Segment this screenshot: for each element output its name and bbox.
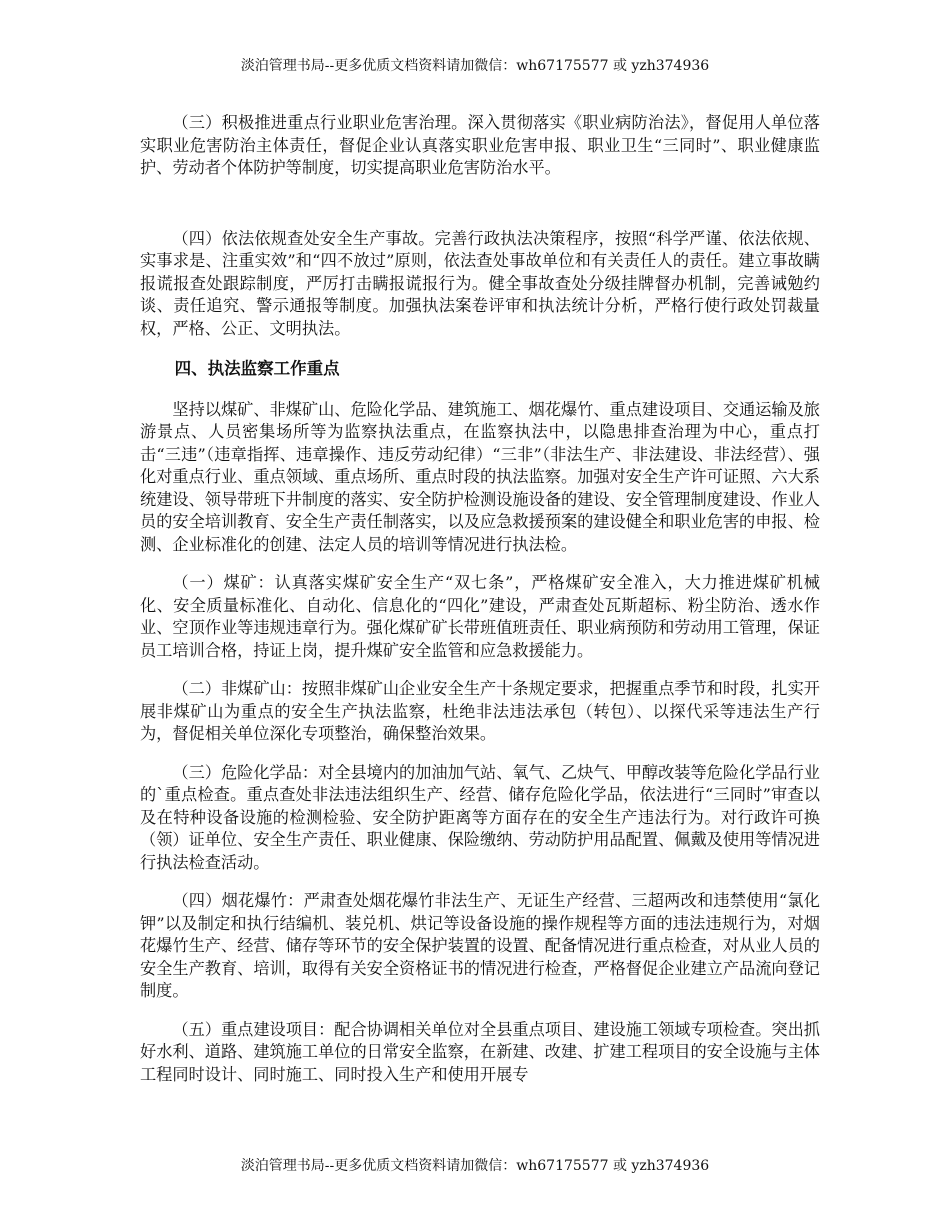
paragraph-accident-investigation: （四）依法依规查处安全生产事故。完善行政执法决策程序，按照“科学严谨、依法依规、实事求是、注重实效”和“四不放过”原则，依法查处事故单位和有关责任人的责任。建立事故瞒报谎报查处跟踪制度，严厉打击瞒报谎报行为。健全事故查处分级挂牌督办机制，完善诫勉约谈、责任追究、警示通报等制度。加强执法案卷评审和执法统计分析，严格行使行政处罚裁量权，严格、公正、文明执法。: [140, 228, 820, 338]
paragraph-non-coal-mine: （二）非煤矿山：按照非煤矿山企业安全生产十条规定要求，把握重点季节和时段，扎实开展非煤矿山为重点的安全生产执法监察，杜绝非法违法承包（转包）、以探代采等违法生产行为，督促相关单位深化专项整治，确保整治效果。: [140, 679, 820, 743]
paragraph-enforcement-focus: 坚持以煤矿、非煤矿山、危险化学品、建筑施工、烟花爆竹、重点建设项目、交通运输及旅游景点、人员密集场所等为监察执法重点，在监察执法中，以隐患排查治理为中心，重点打击“三违”（违章指挥、违章操作、违反劳动纪律）“三非”（非法生产、非法建设、非法经营）、强化对重点行业、重点领域、重点场所、重点时段的执法监察。加强对安全生产许可证照、六大系统建设、领导带班下井制度的落实、安全防护检测设施设备的建设、安全管理制度建设、作业人员的安全培训教育、安全生产责任制落实，以及应急救援预案的建设健全和职业危害的申报、检测、企业标准化的创建、法定人员的培训等情况进行执法检。: [140, 399, 820, 554]
paragraph-key-projects: （五）重点建设项目：配合协调相关单位对全县重点项目、建设施工领域专项检查。突出抓好水利、道路、建筑施工单位的日常安全监察，在新建、改建、扩建工程项目的安全设施与主体工程同时设计、同时施工、同时投入生产和使用开展专: [140, 1019, 820, 1084]
paragraph-fireworks: （四）烟花爆竹：严肃查处烟花爆竹非法生产、无证生产经营、三超两改和违禁使用“氯化钾”以及制定和执行结编机、装兑机、烘记等设备设施的操作规程等方面的违法违规行为，对烟花爆竹生产、经营、储存等环节的安全保护装置的设置、配备情况进行重点检查，对从业人员的安全生产教育、培训，取得有关安全资格证书的情况进行检查，严格督促企业建立产品流向登记制度。: [140, 891, 820, 1000]
paragraph-hazardous-chemicals: （三）危险化学品：对全县境内的加油加气站、氧气、乙炔气、甲醇改装等危险化学品行业的`重点检查。重点查处非法违法组织生产、经营、储存危险化学品，依法进行“三同时”审查以及在特种设备设施的检测检验、安全防护距离等方面存在的安全生产违法行为。对行政许可换（领）证单位、安全生产责任、职业健康、保险缴纳、劳动防护用品配置、佩戴及使用等情况进行执法检查活动。: [140, 762, 820, 872]
paragraph-coal-mine: （一）煤矿：认真落实煤矿安全生产“双七条”，严格煤矿安全准入，大力推进煤矿机械化、安全质量标准化、自动化、信息化的“四化”建设，严肃查处瓦斯超标、粉尘防治、透水作业、空顶作业等违规违章行为。强化煤矿矿长带班值班责任、职业病预防和劳动用工管理，保证员工培训合格，持证上岗，提升煤矿安全监管和应急救援能力。: [140, 573, 820, 660]
page-footer: 淡泊管理书局--更多优质文档资料请加微信：wh67175577 或 yzh374936: [240, 1158, 710, 1174]
page-header: 淡泊管理书局--更多优质文档资料请加微信：wh67175577 或 yzh374936: [240, 58, 710, 74]
paragraph-occupational-hazard: （三）积极推进重点行业职业危害治理。深入贯彻落实《职业病防治法》，督促用人单位落实职业危害防治主体责任，督促企业认真落实职业危害申报、职业卫生“三同时”、职业健康监护、劳动者个体防护等制度，切实提高职业危害防治水平。: [140, 113, 820, 177]
section-heading: 四、执法监察工作重点: [174, 359, 340, 378]
document-body: [140, 112, 820, 1086]
